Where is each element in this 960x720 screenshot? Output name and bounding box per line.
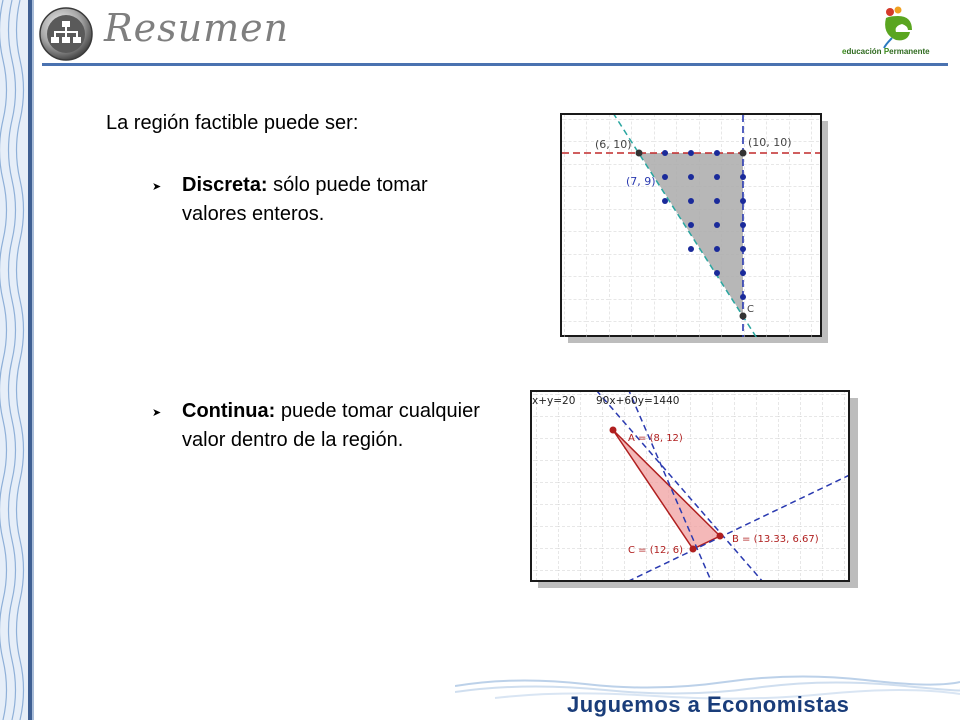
bullet-term: Discreta: [182, 174, 268, 196]
intro-text: La región factible puede ser: [106, 112, 359, 134]
continuous-region-figure [530, 390, 862, 599]
bullet-arrow-icon: ➤ [152, 407, 162, 419]
label-point-10-10: (10, 10) [748, 136, 792, 149]
bullet-arrow-icon: ➤ [152, 181, 162, 193]
label-point-b: B = (13.33, 6.67) [732, 534, 819, 545]
logo-word-1: ducación [846, 47, 882, 56]
label-constraint-1: x+y=20 [532, 395, 576, 407]
bullet-text [182, 171, 482, 229]
label-constraint-2: 90x+60y=1440 [596, 395, 680, 407]
bullet-term: Continua: [182, 400, 276, 422]
sitemap-icon [38, 6, 94, 62]
logo-caption: educación Permanente [842, 47, 930, 56]
label-point-c: C = (12, 6) [628, 545, 683, 556]
logo-word-2: ermanente [889, 47, 930, 56]
label-point-7-9: (7, 9) [626, 175, 656, 188]
label-point-a: A = (8, 12) [628, 433, 683, 444]
left-decorative-band [0, 0, 34, 720]
page-title: Resumen [104, 6, 290, 50]
discrete-region-figure [560, 113, 832, 350]
bullet-text [182, 397, 482, 455]
label-point-6-10: (6, 10) [595, 138, 632, 151]
label-point-c: C [747, 304, 754, 315]
header-divider [42, 63, 948, 66]
bullet-desc: sólo puede tomar valores enteros. [182, 174, 428, 225]
bullet-desc: puede tomar cualquier valor dentro de la región. [182, 400, 480, 451]
footer-title: Juguemos a Economistas [567, 692, 850, 717]
